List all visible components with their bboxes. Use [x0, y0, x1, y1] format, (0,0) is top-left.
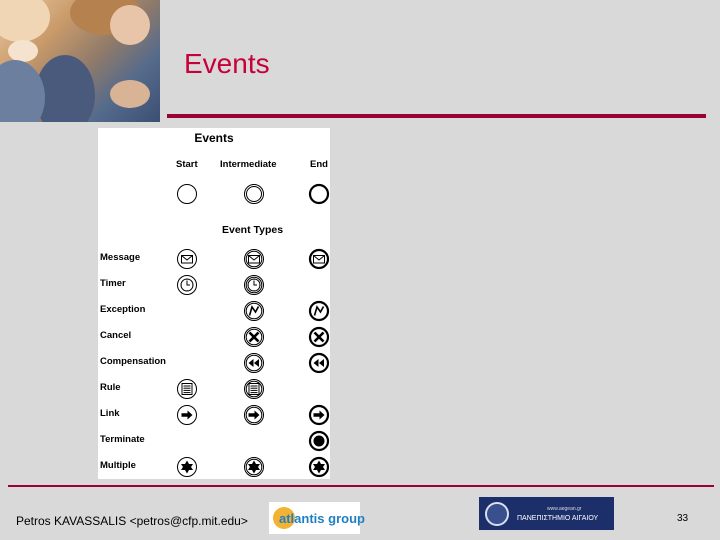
terminate-end-event-icon: [308, 430, 330, 452]
column-header-intermediate: Intermediate: [220, 159, 277, 170]
event-type-label-exception: Exception: [100, 304, 146, 315]
event-types-title: Event Types: [222, 224, 284, 236]
rule-intermediate-event-icon: [243, 378, 265, 400]
exception-end-event-icon: [308, 300, 330, 322]
event-type-label-compensation: Compensation: [100, 356, 166, 367]
link-intermediate-event-icon: [243, 404, 265, 426]
footer-divider: [8, 485, 714, 487]
title-divider: [167, 114, 706, 118]
link-end-event-icon: [308, 404, 330, 426]
message-start-event-icon: [176, 248, 198, 270]
multiple-end-event-icon: [308, 456, 330, 478]
cancel-intermediate-event-icon: [243, 326, 265, 348]
university-seal-icon: [485, 502, 509, 526]
event-type-label-multiple: Multiple: [100, 460, 136, 471]
event-type-label-timer: Timer: [100, 278, 126, 289]
university-name: ΠΑΝΕΠΙΣΤΗΜΙΟ ΑΙΓΑΙΟΥ: [517, 514, 599, 522]
message-intermediate-event-icon: [243, 248, 265, 270]
header-photo: [0, 0, 160, 122]
timer-intermediate-event-icon: [243, 274, 265, 296]
intermediate-event-icon: [243, 183, 265, 205]
university-aegean-logo: [479, 497, 614, 530]
author-credit: Petros KAVASSALIS <petros@cfp.mit.edu>: [16, 514, 248, 528]
slide-title: Events: [184, 48, 270, 79]
compensation-intermediate-event-icon: [243, 352, 265, 374]
end-event-icon: [308, 183, 330, 205]
event-type-label-rule: Rule: [100, 382, 121, 393]
university-url: www.aegean.gr: [547, 505, 582, 512]
atlantis-group-logo: [269, 502, 365, 534]
event-type-label-link: Link: [100, 408, 120, 419]
message-end-event-icon: [308, 248, 330, 270]
multiple-intermediate-event-icon: [243, 456, 265, 478]
event-type-label-message: Message: [100, 252, 141, 263]
timer-start-event-icon: [176, 274, 198, 296]
rule-start-event-icon: [176, 378, 198, 400]
column-header-start: Start: [176, 159, 198, 170]
atlantis-logo-text: atlantis group: [279, 510, 365, 526]
panel-title: Events: [194, 131, 234, 145]
start-event-icon: [176, 183, 198, 205]
column-header-end: End: [310, 159, 328, 170]
exception-intermediate-event-icon: [243, 300, 265, 322]
multiple-start-event-icon: [176, 456, 198, 478]
compensation-end-event-icon: [308, 352, 330, 374]
link-start-event-icon: [176, 404, 198, 426]
event-type-label-terminate: Terminate: [100, 434, 145, 445]
event-type-label-cancel: Cancel: [100, 330, 132, 341]
cancel-end-event-icon: [308, 326, 330, 348]
page-number: 33: [677, 513, 689, 524]
events-panel: [98, 128, 330, 479]
